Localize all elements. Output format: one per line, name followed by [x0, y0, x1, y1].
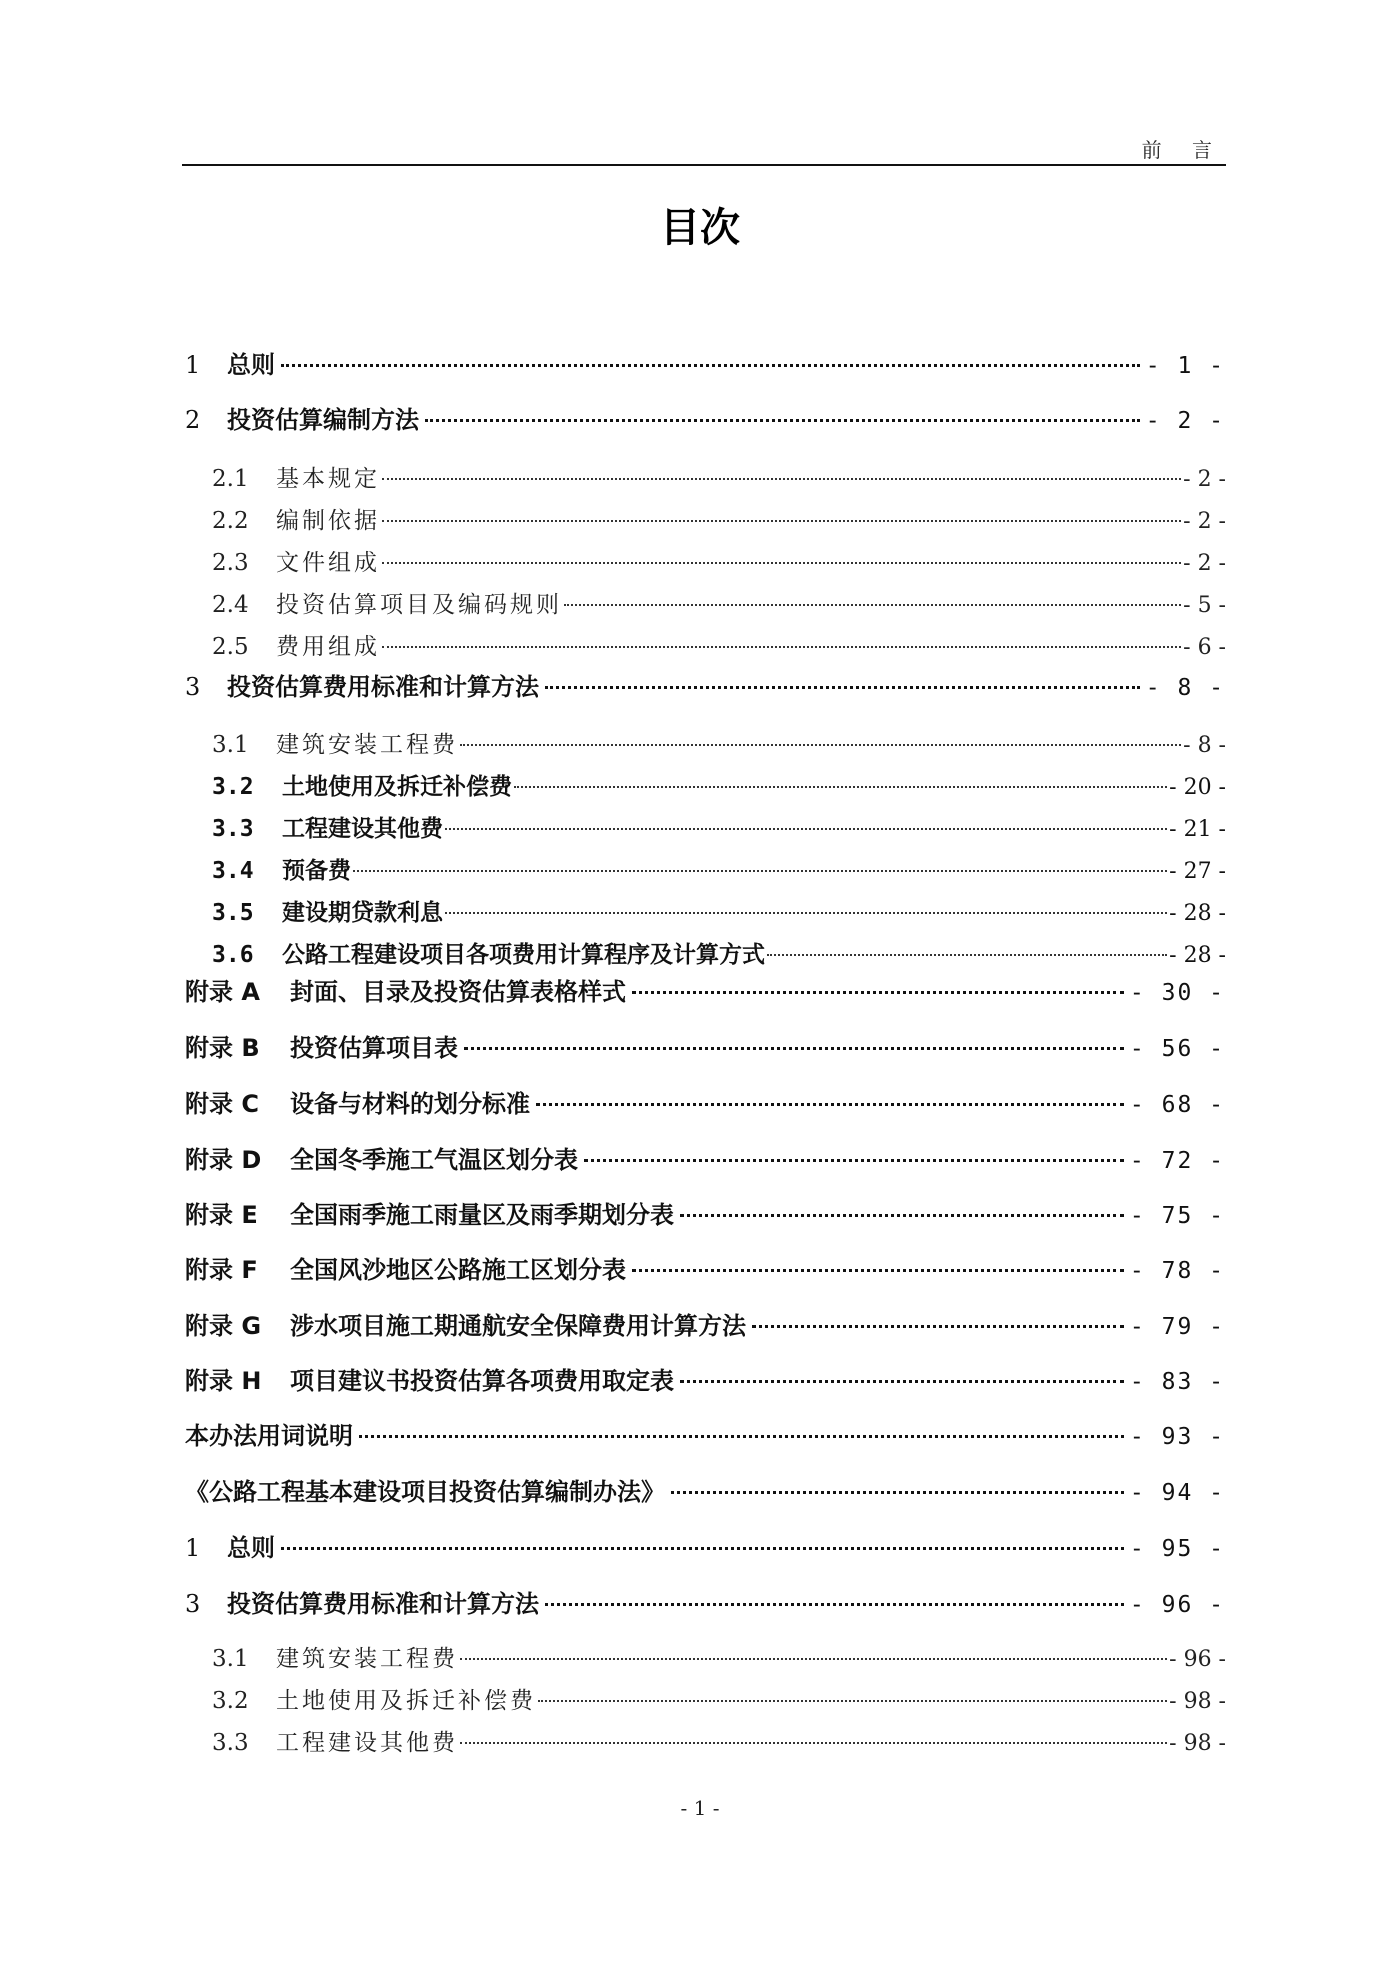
toc-entry-title: 项目建议书投资估算各项费用取定表: [290, 1367, 674, 1395]
toc-entry-number: 附录 F: [185, 1256, 258, 1284]
toc-entry-page: - 20 -: [1169, 775, 1226, 800]
toc-entry-title: 建筑安装工程费: [276, 732, 458, 758]
toc-entry[interactable]: [212, 852, 1226, 885]
toc-leader-dots: [359, 1435, 1124, 1438]
toc-entry-page: - 56 -: [1129, 1036, 1225, 1062]
toc-entry[interactable]: [212, 1724, 1226, 1757]
toc-entry-title: 文件组成: [276, 550, 380, 576]
toc-entry-page: - 96 -: [1169, 1647, 1226, 1672]
toc-leader-dots: [445, 828, 1167, 830]
toc-entry-title: 全国冬季施工气温区划分表: [290, 1146, 578, 1174]
toc-entry-page: - 2 -: [1183, 467, 1226, 492]
toc-entry-page: - 8 -: [1183, 733, 1226, 758]
toc-entry-page: - 95 -: [1129, 1536, 1225, 1562]
running-header: 前 言: [1141, 138, 1224, 162]
toc-leader-dots: [425, 419, 1140, 422]
toc-entry-number: 附录 G: [185, 1312, 262, 1340]
toc-entry-page: - 93 -: [1129, 1424, 1225, 1450]
toc-entry-title: 费用组成: [276, 634, 380, 660]
toc-leader-dots: [584, 1159, 1124, 1162]
toc-entry-title: 建筑安装工程费: [276, 1646, 458, 1672]
toc-leader-dots: [536, 1103, 1124, 1106]
toc-leader-dots: [767, 954, 1167, 956]
toc-entry-number: 3.6: [212, 942, 254, 968]
toc-entry[interactable]: [185, 1528, 1225, 1563]
toc-entry-number: 2: [185, 406, 201, 434]
toc-entry-page: - 1 -: [1145, 353, 1225, 379]
toc-entry-number: 附录 C: [185, 1090, 259, 1118]
toc-entry-title: 投资估算费用标准和计算方法: [227, 1590, 539, 1618]
toc-entry[interactable]: [185, 400, 1225, 435]
toc-entry[interactable]: [185, 1084, 1225, 1119]
toc-entry-number: 2.4: [212, 592, 249, 618]
toc-leader-dots: [564, 604, 1181, 606]
toc-entry-number: 附录 D: [185, 1146, 262, 1174]
toc-leader-dots: [680, 1214, 1124, 1217]
toc-entry-number: 2.5: [212, 634, 249, 660]
toc-entry-number: 3.4: [212, 858, 254, 884]
toc-leader-dots: [680, 1380, 1124, 1383]
toc-entry-title: 编制依据: [276, 508, 380, 534]
toc-entry[interactable]: [185, 1028, 1225, 1063]
toc-entry-title: 封面、目录及投资估算表格样式: [290, 978, 626, 1006]
toc-entry-title: 公路工程建设项目各项费用计算程序及计算方式: [282, 942, 765, 968]
toc-entry-number: 1: [185, 351, 201, 379]
toc-entry-title: 总则: [227, 1534, 275, 1562]
toc-entry-number: 3: [185, 1590, 201, 1618]
toc-entry-number: 3.2: [212, 774, 254, 800]
toc-entry[interactable]: [212, 586, 1226, 619]
toc-entry-page: - 2 -: [1183, 509, 1226, 534]
toc-entry[interactable]: [185, 667, 1225, 702]
toc-entry-title: 预备费: [282, 858, 351, 884]
toc-entry-number: 附录 B: [185, 1034, 260, 1062]
toc-entry[interactable]: [185, 1361, 1225, 1396]
toc-entry-title: 建设期贷款利息: [282, 900, 443, 926]
toc-entry-page: - 83 -: [1129, 1369, 1225, 1395]
toc-entry[interactable]: [212, 810, 1226, 843]
toc-entry-number: 3.1: [212, 1646, 249, 1672]
toc-entry-title: 设备与材料的划分标准: [290, 1090, 530, 1118]
toc-entry-page: - 98 -: [1169, 1731, 1226, 1756]
toc-entry-number: 3: [185, 673, 201, 701]
toc-leader-dots: [353, 870, 1167, 872]
toc-entry-number: 附录 H: [185, 1367, 262, 1395]
toc-leader-dots: [460, 744, 1181, 746]
toc-entry-number: 3.5: [212, 900, 254, 926]
toc-entry-title: 工程建设其他费: [276, 1730, 458, 1756]
toc-entry-title: 投资估算项目及编码规则: [276, 592, 562, 618]
toc-entry-title: 工程建设其他费: [282, 816, 443, 842]
toc-entry[interactable]: [212, 726, 1226, 759]
toc-entry-title: 总则: [227, 351, 275, 379]
toc-entry-title: 土地使用及拆迁补偿费: [276, 1688, 536, 1714]
toc-entry-page: - 6 -: [1183, 635, 1226, 660]
toc-entry[interactable]: [212, 936, 1226, 969]
toc-entry-number: 3.3: [212, 1730, 249, 1756]
toc-entry-page: - 2 -: [1145, 408, 1225, 434]
toc-leader-dots: [445, 912, 1167, 914]
toc-entry[interactable]: [212, 460, 1226, 493]
toc-entry[interactable]: [212, 502, 1226, 535]
toc-entry[interactable]: [185, 345, 1225, 380]
toc-leader-dots: [671, 1491, 1124, 1494]
toc-entry-number: 附录 A: [185, 978, 260, 1006]
toc-entry-page: - 94 -: [1129, 1480, 1225, 1506]
toc-entry-page: - 21 -: [1169, 817, 1226, 842]
toc-entry-title: 涉水项目施工期通航安全保障费用计算方法: [290, 1312, 746, 1340]
toc-entry[interactable]: [185, 972, 1225, 1007]
toc-entry-title: 投资估算编制方法: [227, 406, 419, 434]
toc-entry[interactable]: [185, 1584, 1225, 1619]
toc-entry[interactable]: [212, 628, 1226, 661]
toc-entry-page: - 78 -: [1129, 1258, 1225, 1284]
toc-entry-page: - 28 -: [1169, 943, 1226, 968]
toc-entry[interactable]: [185, 1416, 1225, 1451]
toc-entry-number: 3.1: [212, 732, 249, 758]
page-title: 目次: [660, 205, 740, 251]
toc-entry[interactable]: [212, 1640, 1226, 1673]
toc-entry-title: 投资估算项目表: [290, 1034, 458, 1062]
toc-leader-dots: [382, 646, 1181, 648]
toc-entry-page: - 72 -: [1129, 1148, 1225, 1174]
toc-entry-number: 2.2: [212, 508, 249, 534]
toc-entry[interactable]: [185, 1195, 1225, 1230]
toc-entry-number: 附录 E: [185, 1201, 258, 1229]
toc-entry-number: 1: [185, 1534, 201, 1562]
toc-entry-title: 投资估算费用标准和计算方法: [227, 673, 539, 701]
toc-entry[interactable]: [185, 1140, 1225, 1175]
toc-entry[interactable]: [212, 894, 1226, 927]
toc-entry-page: - 75 -: [1129, 1203, 1225, 1229]
toc-entry-page: - 27 -: [1169, 859, 1226, 884]
toc-leader-dots: [281, 1547, 1124, 1550]
toc-entry-title: 全国雨季施工雨量区及雨季期划分表: [290, 1201, 674, 1229]
toc-leader-dots: [538, 1700, 1167, 1702]
toc-entry-page: - 28 -: [1169, 901, 1226, 926]
toc-entry-page: - 5 -: [1183, 593, 1226, 618]
toc-entry-page: - 96 -: [1129, 1592, 1225, 1618]
toc-entry-page: - 30 -: [1129, 980, 1225, 1006]
toc-leader-dots: [382, 520, 1181, 522]
toc-leader-dots: [545, 686, 1140, 689]
toc-entry-number: 3.3: [212, 816, 254, 842]
toc-entry[interactable]: [185, 1306, 1225, 1341]
toc-leader-dots: [460, 1742, 1167, 1744]
toc-entry-title: 本办法用词说明: [185, 1422, 353, 1450]
toc-entry-page: - 8 -: [1145, 675, 1225, 701]
toc-entry-number: 2.1: [212, 466, 249, 492]
toc-entry[interactable]: [185, 1472, 1225, 1507]
page-number: - 1 -: [680, 1796, 720, 1820]
toc-entry-number: 3.2: [212, 1688, 249, 1714]
toc-leader-dots: [460, 1658, 1167, 1660]
toc-leader-dots: [545, 1603, 1124, 1606]
toc-entry[interactable]: [212, 768, 1226, 801]
toc-leader-dots: [382, 478, 1181, 480]
toc-leader-dots: [382, 562, 1181, 564]
toc-entry-page: - 98 -: [1169, 1689, 1226, 1714]
toc-entry[interactable]: [212, 544, 1226, 577]
toc-leader-dots: [464, 1047, 1124, 1050]
toc-entry-page: - 79 -: [1129, 1314, 1225, 1340]
toc-leader-dots: [281, 364, 1140, 367]
toc-entry-title: 土地使用及拆迁补偿费: [282, 774, 512, 800]
toc-entry-title: 基本规定: [276, 466, 380, 492]
toc-entry-page: - 2 -: [1183, 551, 1226, 576]
toc-entry-title: 《公路工程基本建设项目投资估算编制办法》: [185, 1478, 665, 1506]
toc-entry-number: 2.3: [212, 550, 249, 576]
toc-entry[interactable]: [185, 1250, 1225, 1285]
toc-entry-page: - 68 -: [1129, 1092, 1225, 1118]
toc-leader-dots: [514, 786, 1167, 788]
toc-leader-dots: [632, 991, 1124, 994]
toc-entry-title: 全国风沙地区公路施工区划分表: [290, 1256, 626, 1284]
toc-leader-dots: [632, 1269, 1124, 1272]
toc-leader-dots: [752, 1325, 1124, 1328]
toc-entry[interactable]: [212, 1682, 1226, 1715]
